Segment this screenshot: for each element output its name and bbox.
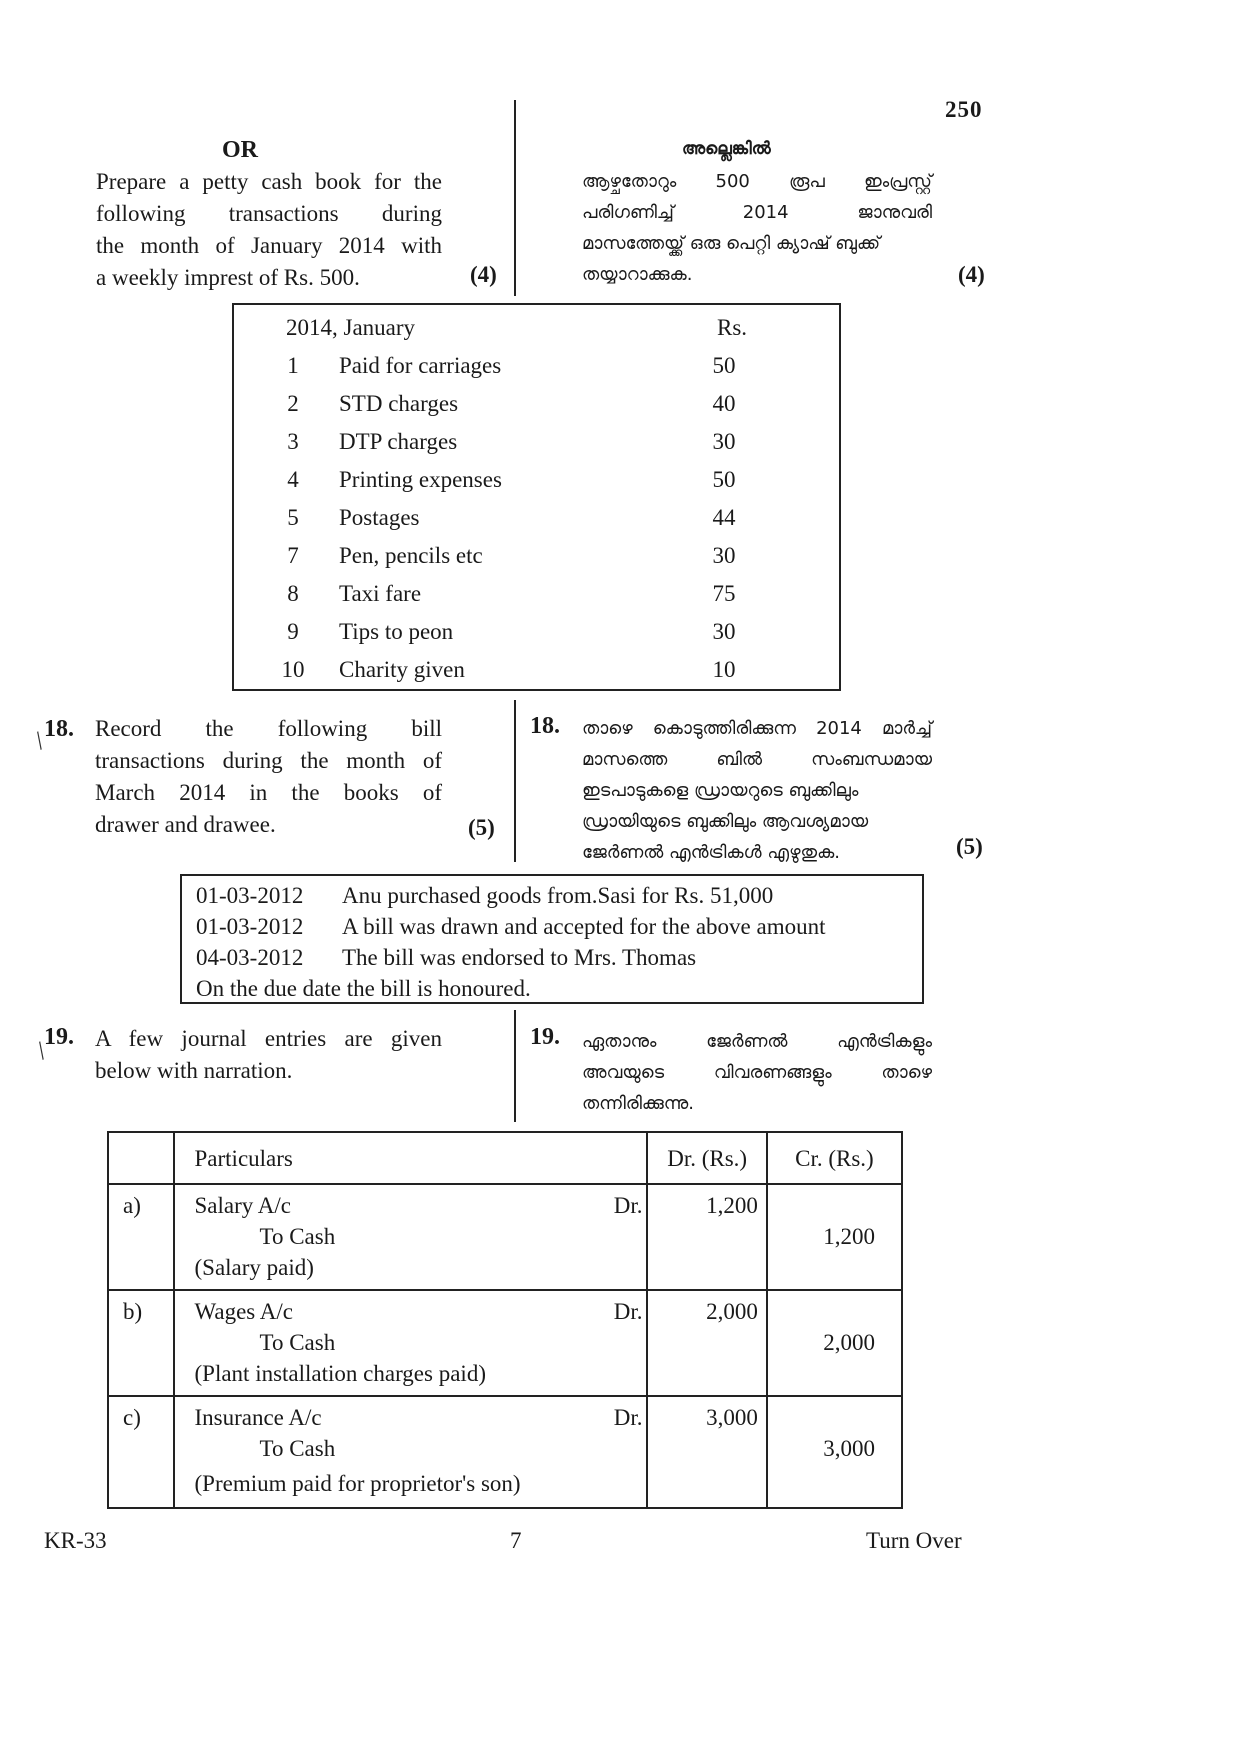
petty-cash-row <box>234 619 839 653</box>
footer-page-number: 7 <box>510 1528 522 1553</box>
row-item: Charity given <box>339 657 465 682</box>
row-day: 2 <box>287 391 299 416</box>
q18-malayalam-text <box>582 713 932 868</box>
dr-header: Dr. (Rs.) <box>647 1132 766 1184</box>
page-code: 250 <box>945 97 983 122</box>
header-date: 2014, January <box>286 315 416 340</box>
petty-cash-row <box>234 467 839 501</box>
footer-code: KR-33 <box>44 1528 107 1553</box>
row-day: 5 <box>287 505 299 530</box>
q18-ml-line: ഡ്രായിയുടെ ബുക്കിലും ആവശ്യമായ <box>582 811 869 832</box>
row-amount: 50 <box>712 353 736 378</box>
petty-cash-row <box>234 657 839 691</box>
journal-entries-table <box>107 1131 903 1509</box>
entry-label: c) <box>108 1396 174 1508</box>
entry-label: b) <box>108 1290 174 1396</box>
row-amount: 50 <box>712 467 736 492</box>
row-item: DTP charges <box>339 429 458 454</box>
q17-ml-line: മാസത്തേയ്ക്ക് ഒരു പെറ്റി ക്യാഷ് ബുക്ക് <box>582 233 881 254</box>
row-item: Taxi fare <box>339 581 422 606</box>
bill-footer: On the due date the bill is honoured. <box>196 976 531 1001</box>
debit-account: Wages A/c <box>194 1299 293 1324</box>
q17-en-line: the month of January 2014 with <box>96 233 442 258</box>
q17-marks-ml: (4) <box>958 262 985 287</box>
row-day: 8 <box>287 581 299 606</box>
row-item: Printing expenses <box>339 467 502 492</box>
journal-entry-row <box>108 1396 902 1508</box>
petty-cash-table <box>232 303 841 691</box>
q17-ml-line: ആഴ്ചതോറും 500 രൂപ ഇംപ്രസ്റ്റ് <box>582 171 932 192</box>
q18-number-en: 18. <box>44 716 74 742</box>
q19-ml-line: അവയുടെ വിവരണങ്ങളും താഴെ <box>582 1062 932 1083</box>
row-day: 4 <box>287 467 299 492</box>
dr-mark: Dr. <box>613 1405 643 1430</box>
cr-header: Cr. (Rs.) <box>767 1132 902 1184</box>
narration: (Salary paid) <box>194 1255 314 1280</box>
bill-date: 04-03-2012 <box>196 945 304 970</box>
q17-marks-en: (4) <box>470 262 497 287</box>
pen-tick-mark: / <box>30 1036 52 1065</box>
row-amount: 75 <box>712 581 736 606</box>
dr-mark: Dr. <box>613 1193 643 1218</box>
or-heading-en: OR <box>222 137 258 163</box>
q18-en-line: drawer and drawee. <box>95 812 276 837</box>
q19-ml-line: തന്നിരിക്കുന്നു. <box>582 1093 694 1114</box>
q17-en-line: following transactions during <box>96 201 442 226</box>
q18-ml-line: താഴെ കൊടുത്തിരിക്കുന്ന 2014 മാർച്ച് <box>582 718 932 739</box>
q18-ml-line: ഇടപാടുകളെ ഡ്രായറുടെ ബുക്കിലും <box>582 780 859 801</box>
entry-particulars <box>174 1290 648 1396</box>
petty-cash-row <box>234 429 839 463</box>
row-day: 10 <box>281 657 305 682</box>
dr-amount: 2,000 <box>647 1290 766 1396</box>
q18-en-line: Record the following bill <box>95 716 442 741</box>
row-amount: 30 <box>712 429 736 454</box>
dr-amount: 3,000 <box>647 1396 766 1508</box>
q19-number-en: 19. <box>44 1024 74 1050</box>
debit-account: Salary A/c <box>194 1193 291 1218</box>
column-divider <box>514 700 516 862</box>
row-day: 9 <box>287 619 299 644</box>
q18-ml-line: മാസത്തെ ബിൽ സംബന്ധമായ <box>582 749 932 770</box>
petty-cash-row <box>234 505 839 539</box>
q18-en-line: March 2014 in the books of <box>95 780 442 805</box>
row-item: STD charges <box>339 391 459 416</box>
q17-en-line: Prepare a petty cash book for the <box>96 169 442 194</box>
petty-cash-row <box>234 391 839 425</box>
row-item: Postages <box>339 505 420 530</box>
journal-entry-row <box>108 1184 902 1290</box>
q18-number-ml: 18. <box>530 713 560 739</box>
bill-transactions-box <box>180 874 924 1004</box>
particulars-header: Particulars <box>174 1132 648 1184</box>
bill-date: 01-03-2012 <box>196 914 304 939</box>
q19-number-ml: 19. <box>530 1024 560 1050</box>
q17-english-text <box>96 166 442 294</box>
pen-tick-mark: / <box>28 726 50 755</box>
credit-account: To Cash <box>259 1224 336 1249</box>
entry-particulars <box>174 1184 648 1290</box>
q19-en-line: below with narration. <box>95 1058 293 1083</box>
column-divider <box>514 100 516 296</box>
row-item: Tips to peon <box>339 619 454 644</box>
q17-en-line: a weekly imprest of Rs. 500. <box>96 265 360 290</box>
row-item: Paid for carriages <box>339 353 502 378</box>
q19-ml-line: ഏതാനും ജേർണൽ എൻട്രികളും <box>582 1031 932 1052</box>
q19-malayalam-text <box>582 1026 932 1119</box>
narration: (Plant installation charges paid) <box>194 1361 486 1386</box>
row-amount: 10 <box>712 657 736 682</box>
q17-ml-line: തയ്യാറാക്കുക. <box>582 264 693 285</box>
column-divider <box>514 1010 516 1122</box>
journal-entry-row <box>108 1290 902 1396</box>
footer-turn-over: Turn Over <box>866 1528 962 1553</box>
petty-cash-header <box>234 315 839 349</box>
row-day: 3 <box>287 429 299 454</box>
q17-malayalam-text <box>582 166 932 290</box>
row-amount: 44 <box>712 505 736 530</box>
q19-english-text <box>95 1023 442 1087</box>
q19-en-line: A few journal entries are given <box>95 1026 442 1051</box>
row-amount: 30 <box>712 543 736 568</box>
row-amount: 30 <box>712 619 736 644</box>
credit-account: To Cash <box>259 1330 336 1355</box>
cr-amount: 3,000 <box>767 1396 902 1508</box>
or-heading-ml: അല്ലെങ്കിൽ <box>682 139 771 159</box>
q18-marks-en: (5) <box>468 815 495 840</box>
row-day: 7 <box>287 543 299 568</box>
label-header-cell <box>108 1132 174 1184</box>
cr-amount: 1,200 <box>767 1184 902 1290</box>
q18-en-line: transactions during the month of <box>95 748 442 773</box>
entry-label: a) <box>108 1184 174 1290</box>
cr-amount: 2,000 <box>767 1290 902 1396</box>
credit-account: To Cash <box>259 1436 336 1461</box>
entry-particulars <box>174 1396 648 1508</box>
narration: (Premium paid for proprietor's son) <box>194 1471 521 1496</box>
row-item: Pen, pencils etc <box>339 543 483 568</box>
bill-text: Anu purchased goods from.Sasi for Rs. 51,000 <box>342 883 774 908</box>
row-amount: 40 <box>712 391 736 416</box>
dr-mark: Dr. <box>613 1299 643 1324</box>
debit-account: Insurance A/c <box>194 1405 322 1430</box>
bill-date: 01-03-2012 <box>196 883 304 908</box>
journal-header-row <box>108 1132 902 1184</box>
bill-text: A bill was drawn and accepted for the above amount <box>342 914 826 939</box>
q18-ml-line: ജേർണൽ എൻട്രികൾ എഴുതുക. <box>582 842 840 863</box>
petty-cash-row <box>234 581 839 615</box>
q18-english-text <box>95 713 442 841</box>
bill-text: The bill was endorsed to Mrs. Thomas <box>342 945 697 970</box>
petty-cash-row <box>234 353 839 387</box>
q18-marks-ml: (5) <box>956 834 983 859</box>
q17-ml-line: പരിഗണിച്ച് 2014 ജാനുവരി <box>582 202 932 223</box>
dr-amount: 1,200 <box>647 1184 766 1290</box>
petty-cash-row <box>234 543 839 577</box>
header-amount: Rs. <box>717 315 748 340</box>
row-day: 1 <box>287 353 299 378</box>
